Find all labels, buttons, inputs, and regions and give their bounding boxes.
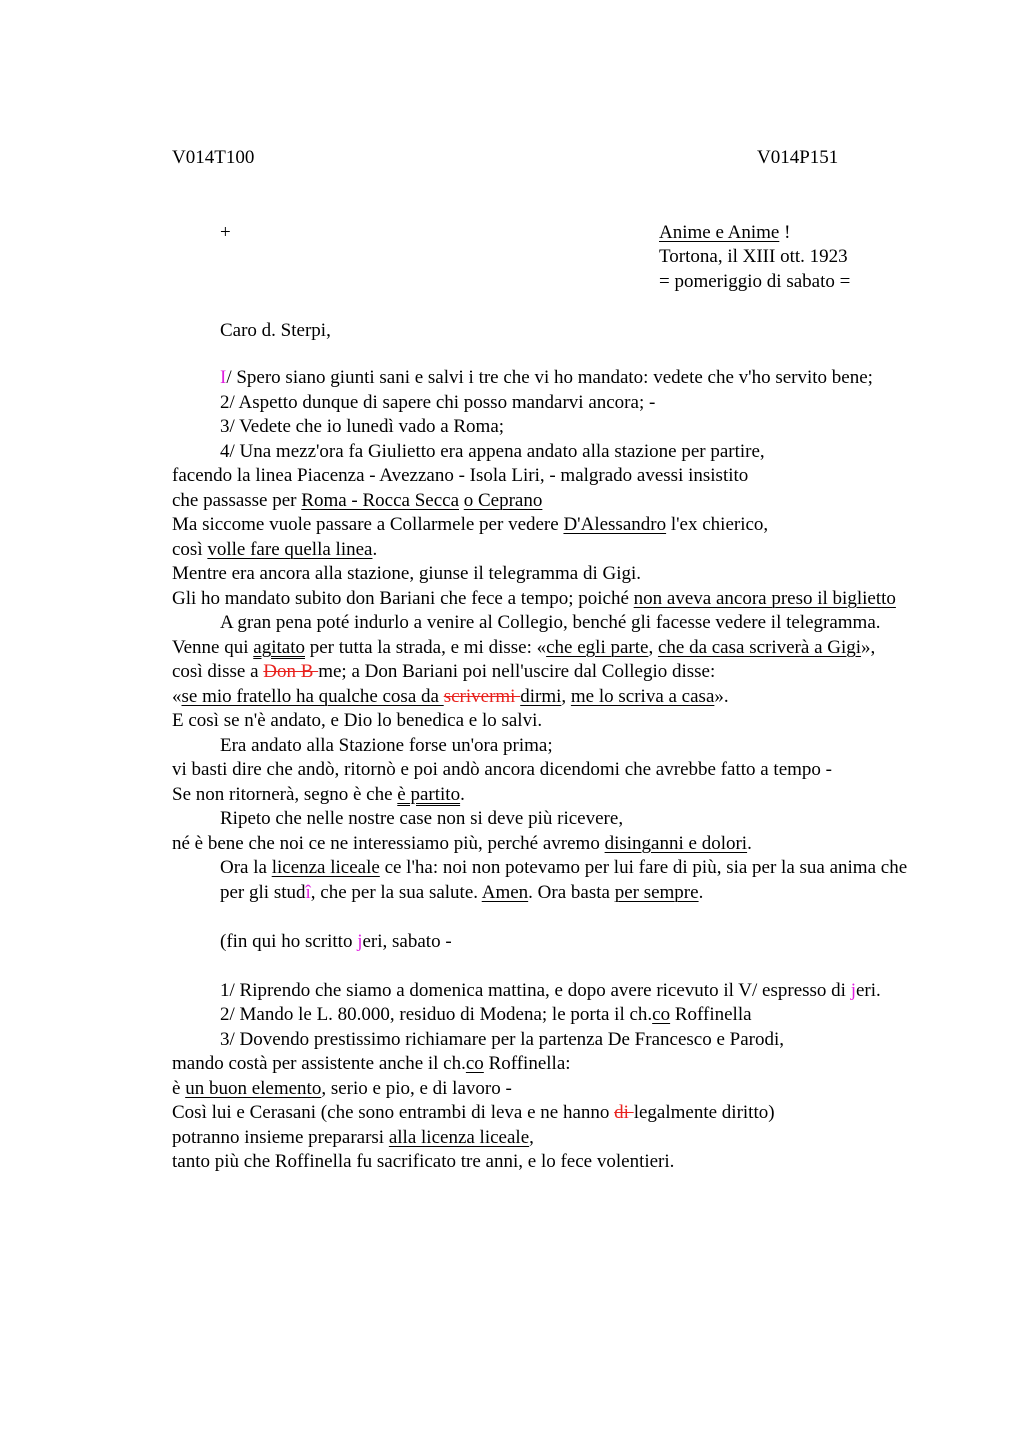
text-run: 2/ Mando le L. 80.000, residuo di Modena; le porta il ch. — [220, 1004, 653, 1025]
text-run: . Ora basta — [528, 881, 615, 903]
underlined-text: licenza liceale — [271, 857, 380, 878]
paragraph-10: Era andato alla Stazione forse un'ora prima; — [220, 734, 553, 756]
paragraph-4-line-1: 4/ Una mezz'ora fa Giulietto era appena andato alla stazione per partire, — [220, 440, 765, 462]
text-run: l'ex chierico, — [666, 514, 769, 535]
text-run: Roffinella: — [483, 1053, 571, 1074]
spacer — [172, 905, 912, 930]
letter-title-text: Anime e Anime — [659, 222, 780, 243]
paragraph-15 — [172, 856, 912, 905]
text-run: . — [747, 832, 752, 854]
letter-title-suffix: ! — [779, 222, 791, 243]
paragraph-12 — [172, 783, 912, 808]
underlined-text: un buon elemento — [185, 1077, 322, 1099]
cross-mark: + — [220, 222, 231, 243]
letter-title — [659, 221, 790, 246]
text-run: così — [172, 538, 208, 560]
text-run: . — [460, 783, 465, 805]
text-run: per tutta la strada, e mi disse: « — [304, 636, 547, 658]
underlined-text: volle fare quella linea — [207, 538, 373, 560]
underlined-text: Amen — [481, 881, 529, 903]
underlined-text: disinganni e dolori — [604, 832, 748, 854]
postscript-3-line-5 — [172, 1126, 912, 1151]
underlined-text: che da casa scriverà a Gigi — [657, 636, 862, 658]
postscript-3-line-3 — [172, 1077, 912, 1102]
text-run: . — [698, 881, 704, 903]
postscript-1 — [172, 979, 912, 1004]
underlined-text: co — [652, 1004, 671, 1025]
paragraph-13: Ripeto che nelle nostre case non si deve più ricevere, — [220, 808, 624, 829]
postscript-3-line-4 — [172, 1101, 912, 1126]
document-code-right: V014P151 — [757, 147, 839, 168]
paragraph-9: E così se n'è andato, e Dio lo benedica e lo salvi. — [172, 710, 543, 731]
paragraph-2: 2/ Aspetto dunque di sapere chi posso mandarvi ancora; - — [220, 391, 656, 413]
text-run: che passasse per — [172, 489, 302, 511]
postscript-3-line-2 — [172, 1052, 912, 1077]
paragraph-3: 3/ Vedete che io lunedì vado a Roma; — [220, 416, 505, 437]
postscript-3-line-1: 3/ Dovendo prestissimo richiamare per la partenza De Francesco e Parodi, — [220, 1028, 784, 1050]
spacer — [172, 954, 912, 979]
underlined-text: me lo scriva a casa — [570, 685, 715, 707]
underlined-text: per sempre — [614, 881, 699, 903]
magenta-correction: j — [357, 930, 363, 952]
paragraph-11: vi basti dire che andò, ritornò e poi andò ancora dicendomi che avrebbe fatto a tempo - — [172, 759, 832, 780]
paragraph-1 — [172, 366, 912, 391]
time-note: = pomeriggio di sabato = — [659, 271, 851, 292]
text-run: Ma siccome vuole passare a Collarmele per vedere — [172, 514, 564, 535]
text-run: Così lui e Cerasani (che sono entrambi di leva e ne hanno — [172, 1102, 615, 1123]
paragraph-14 — [172, 832, 912, 857]
text-run: . — [372, 538, 378, 560]
text-run: , che per la sua salute. — [310, 881, 482, 903]
paragraph-4-line-3 — [172, 489, 912, 514]
underlined-text: non aveva ancora preso il biglietto — [633, 587, 896, 609]
magenta-correction: j — [850, 979, 856, 1001]
text-run: , — [561, 685, 571, 707]
double-underlined-text: agitato — [253, 636, 305, 658]
text-run: ce l'ha: noi non potevamo per lui fare di più, sia per la sua anima che per gli stud — [220, 857, 908, 903]
text-run: Ora la — [220, 857, 272, 878]
paragraph-6 — [172, 636, 912, 661]
text-run: ». — [714, 685, 729, 707]
text-run: (fin qui ho scritto — [220, 930, 358, 952]
salutation: Caro d. Sterpi, — [220, 320, 331, 341]
underlined-text: dirmi — [520, 685, 562, 707]
text-run: , — [529, 1126, 534, 1148]
paragraph-4-line-2: facendo la linea Piacenza - Avezzano - Isola Liri, - malgrado avessi insistito — [172, 465, 749, 486]
text-run: « — [172, 685, 182, 707]
text-run: mando costà per assistente anche il ch. — [172, 1053, 466, 1074]
postscript-2 — [172, 1003, 912, 1028]
text-run: me; a Don Bariani poi nell'uscire dal Collegio disse: — [318, 661, 716, 682]
underlined-text: Roma - Rocca Secca — [301, 489, 459, 511]
text-run: né è bene che noi ce ne interessiamo più, perché avremo — [172, 832, 605, 854]
underlined-text: o Ceprano — [463, 489, 543, 511]
text-run: Venne qui — [172, 636, 254, 658]
document-code-left: V014T100 — [172, 147, 255, 168]
paragraph-1-number: I — [220, 367, 227, 388]
underlined-text: co — [465, 1053, 484, 1074]
underlined-text: se mio fratello ha qualche cosa da — [181, 685, 444, 707]
paragraph-5: A gran pena poté indurlo a venire al Collegio, benché gli facesse vedere il telegramma. — [220, 612, 881, 633]
paragraph-1-text: / Spero siano giunti sani e salvi i tre che vi ho mandato: vedete che v'ho servito bene; — [226, 367, 873, 388]
paragraph-4-line-7 — [172, 587, 912, 612]
paragraph-4-line-5 — [172, 538, 912, 563]
text-run: , — [648, 636, 658, 658]
text-run: è — [172, 1077, 186, 1099]
text-run: eri. — [855, 979, 881, 1001]
text-run: Roffinella — [670, 1004, 752, 1025]
magenta-correction: î — [305, 881, 311, 903]
double-underlined-text: è partito — [397, 783, 461, 805]
postscript-3-line-6: tanto più che Roffinella fu sacrificato tre anni, e lo fece volentieri. — [172, 1151, 675, 1172]
text-run: , serio e pio, e di lavoro - — [321, 1077, 512, 1099]
underlined-text: D'Alessandro — [563, 514, 667, 535]
underlined-text: alla licenza liceale — [388, 1126, 530, 1148]
paragraph-8 — [172, 685, 912, 710]
paragraph-4-line-4 — [172, 513, 912, 538]
paragraph-4-line-6: Mentre era ancora alla stazione, giunse il telegramma di Gigi. — [172, 563, 642, 584]
text-run: », — [861, 636, 876, 658]
paragraph-16 — [172, 930, 912, 955]
text-run: potranno insieme prepararsi — [172, 1126, 389, 1148]
text-run: Se non ritornerà, segno è che — [172, 783, 398, 805]
text-run: 1/ Riprendo che siamo a domenica mattina, e dopo avere ricevuto il V/ espresso di — [220, 979, 851, 1001]
deleted-text: di — [614, 1102, 634, 1123]
deleted-text: Don B — [263, 661, 319, 682]
underlined-text: che egli parte — [546, 636, 649, 658]
text-run: così disse a — [172, 661, 264, 682]
deleted-text: scrivermi — [443, 685, 521, 707]
text-run: Gli ho mandato subito don Bariani che fece a tempo; poiché — [172, 587, 634, 609]
paragraph-7 — [172, 660, 912, 685]
letter-body — [172, 366, 912, 1175]
text-run: eri, sabato - — [362, 930, 452, 952]
text-run: legalmente diritto) — [633, 1102, 775, 1123]
place-date: Tortona, il XIII ott. 1923 — [659, 246, 848, 267]
